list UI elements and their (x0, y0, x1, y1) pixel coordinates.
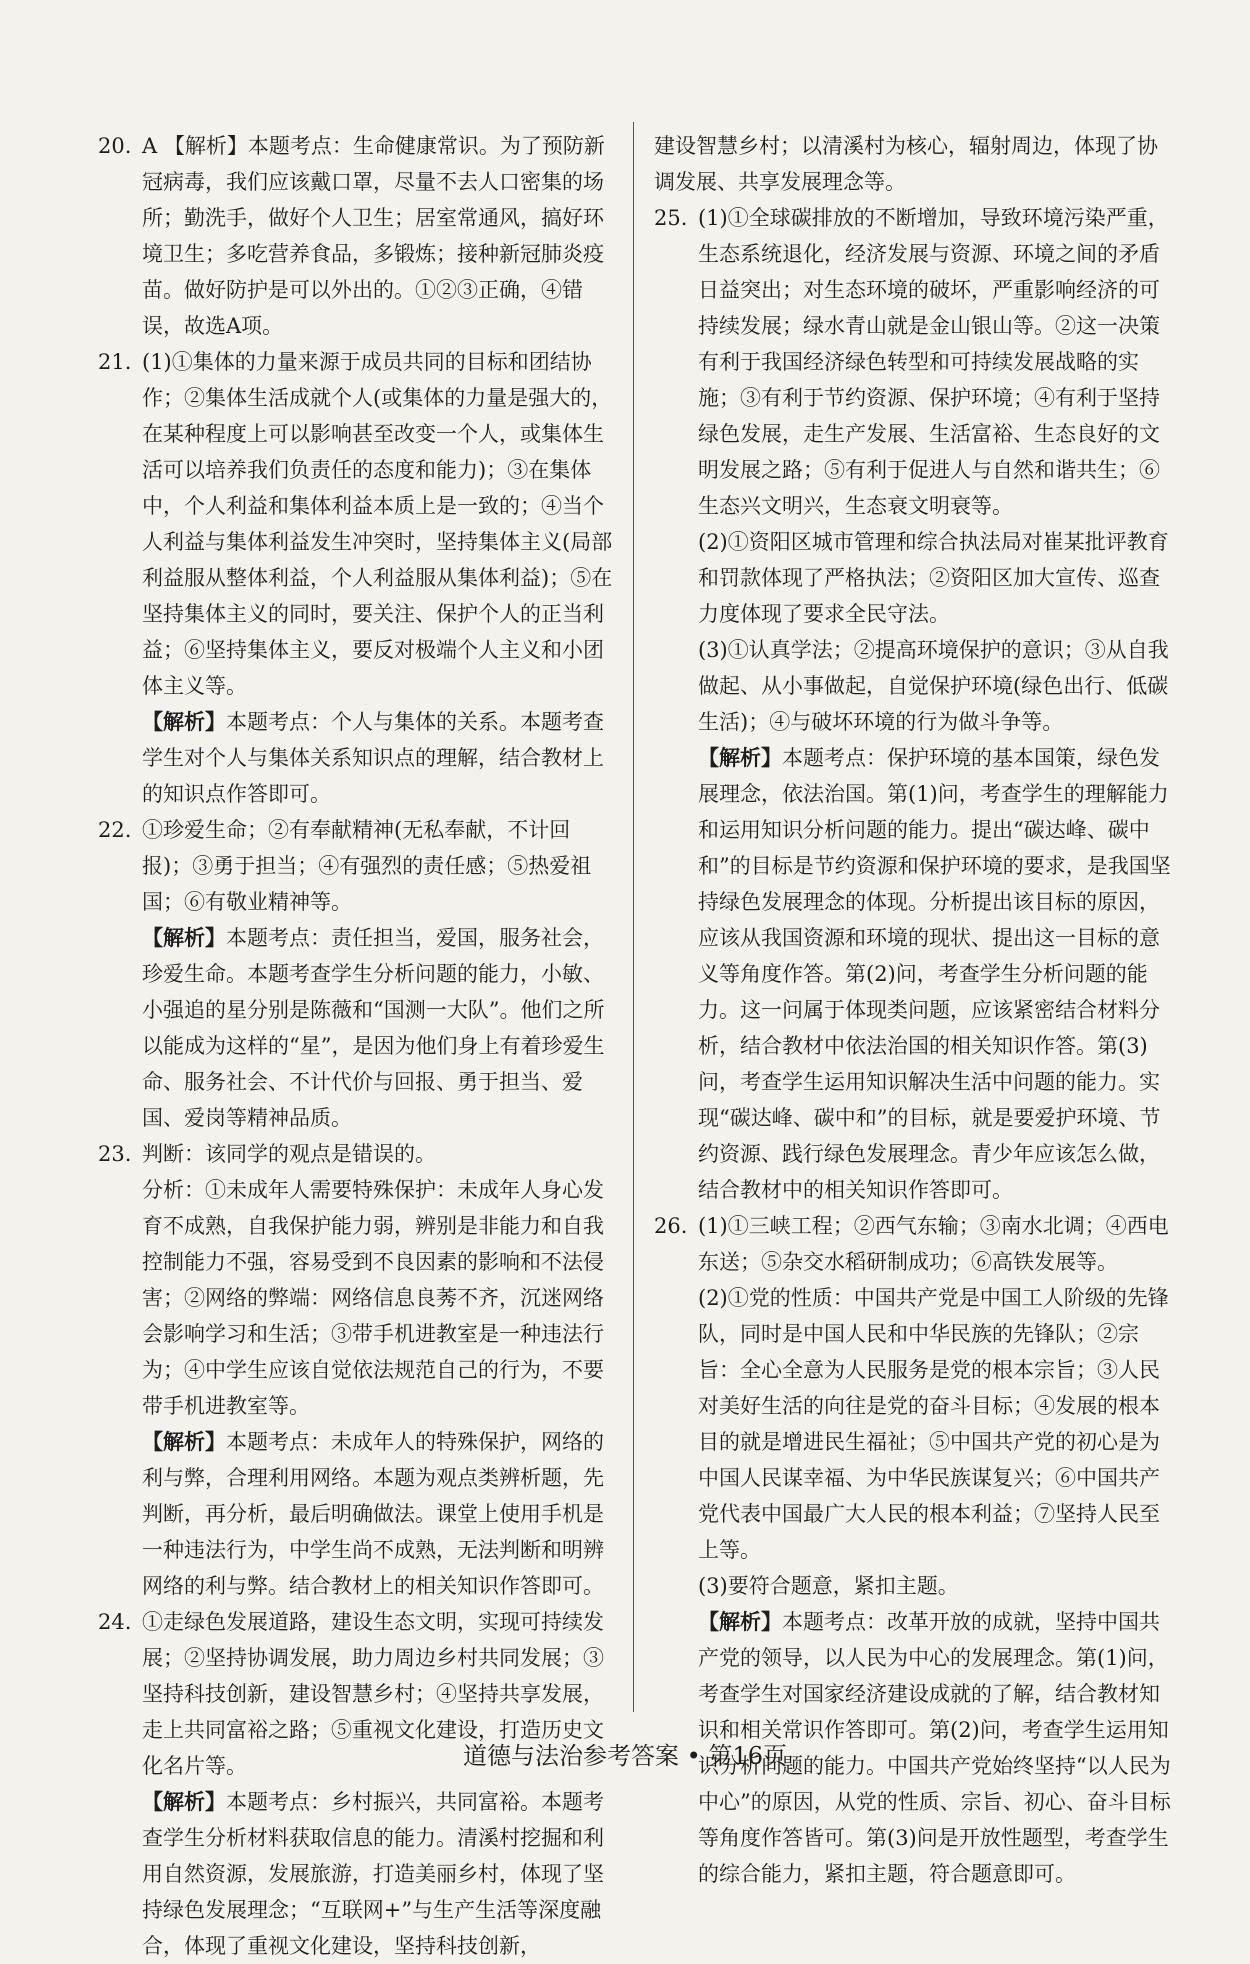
paragraph-text: 本题考点：保护环境的基本国策，绿色发展理念，依法治国。第(1)问，考查学生的理解能力和运用知识分析问题的能力。提出“碳达峰、碳中和”的目标是节约资源和保护环境的要求，是我国坚持绿色发展理念的体现。分析提出该目标的原因，应该从我国资源和环境的现状、提出这一目标的意义等角度作答。第(2)问，考查学生分析问题的能力。这一问属于体现类问题，应该紧密结合材料分析，结合教材中依法治国的相关知识作答。第(3)问，考查学生运用知识解决生活中问题的能力。实现“碳达峰、碳中和”的目标，就是要爱护环境、节约资源、践行绿色发展理念。青少年应该怎么做，结合教材中的相关知识作答即可。 (698, 746, 1171, 1202)
left-column (98, 128, 616, 1964)
analysis-label: 【解析】 (698, 745, 782, 770)
analysis-paragraph (142, 920, 616, 1136)
answer-item (98, 128, 616, 344)
answer-body (698, 1208, 1172, 1892)
answer-paragraph (142, 344, 616, 704)
paragraph-text: 本题考点：乡村振兴，共同富裕。本题考查学生分析材料获取信息的能力。清溪村挖掘和利用自然资源，发展旅游，打造美丽乡村，体现了坚持绿色发展理念；“互联网+”与生产生活等深度融合，体现了重视文化建设，坚持科技创新， (142, 1790, 604, 1958)
paragraph-text: ①珍爱生命；②有奉献精神(无私奉献，不计回报)；③勇于担当；④有强烈的责任感；⑤热爱祖国；⑥有敬业精神等。 (142, 818, 592, 914)
analysis-paragraph (698, 740, 1172, 1208)
paragraph-text: (3)要符合题意，紧扣主题。 (698, 1574, 959, 1598)
answer-item (654, 1208, 1172, 1892)
answer-body (142, 1604, 616, 1964)
paragraph-text: 分析：①未成年人需要特殊保护：未成年人身心发育不成熟，自我保护能力弱，辨别是非能力和自我控制能力不强，容易受到不良因素的影响和不法侵害；②网络的弊端：网络信息良莠不齐，沉迷网络会影响学习和生活；③带手机进教室是一种违法行为；④中学生应该自觉依法规范自己的行为，不要带手机进教室等。 (142, 1178, 604, 1418)
page-footer: 道德与法治参考答案 • 第16页 (463, 1742, 787, 1770)
analysis-paragraph (142, 704, 616, 812)
analysis-paragraph (142, 1784, 616, 1964)
answer-item (98, 344, 616, 812)
analysis-label: 【解析】 (142, 925, 226, 950)
paragraph-text: 判断：该同学的观点是错误的。 (142, 1142, 436, 1166)
answer-paragraph (142, 128, 616, 344)
question-number: 20. (98, 134, 132, 158)
answer-body (698, 200, 1172, 1208)
column-divider (633, 122, 634, 1712)
paragraph-text: 本题考点：改革开放的成就，坚持中国共产党的领导，以人民为中心的发展理念。第(1)问，考查学生对国家经济建设成就的了解，结合教材知识和相关常识作答即可。第(2)问，考查学生运用知识分析问题的能力。中国共产党始终坚持“以人民为中心”的原因，从党的性质、宗旨、初心、奋斗目标等角度作答皆可。第(3)问是开放性题型，考查学生的综合能力，紧扣主题，符合题意即可。 (698, 1610, 1171, 1886)
answer-body (142, 812, 616, 1136)
answer-body (142, 344, 616, 812)
question-number: 24. (98, 1610, 132, 1634)
paragraph-text: (1)①三峡工程；②西气东输；③南水北调；④西电东送；⑤杂交水稻研制成功；⑥高铁发展等。 (698, 1214, 1169, 1274)
question-number: 21. (98, 350, 132, 374)
paragraph-text: 建设智慧乡村；以清溪村为核心，辐射周边，体现了协调发展、共享发展理念等。 (654, 134, 1158, 194)
question-number: 23. (98, 1142, 132, 1166)
question-number: 22. (98, 818, 132, 842)
answer-body (142, 1136, 616, 1604)
analysis-label: 【解析】 (142, 1789, 226, 1814)
answer-paragraph (654, 128, 1172, 200)
answer-paragraph (698, 1280, 1172, 1568)
answer-paragraph (698, 632, 1172, 740)
analysis-label: 【解析】 (698, 1609, 782, 1634)
answer-item (654, 128, 1172, 200)
answer-paragraph (142, 1172, 616, 1424)
answer-body (142, 128, 616, 344)
paragraph-text: 本题考点：责任担当，爱国，服务社会，珍爱生命。本题考查学生分析问题的能力，小敏、小强追的星分别是陈薇和“国测一大队”。他们之所以能成为这样的“星”，是因为他们身上有着珍爱生命、服务社会、不计代价与回报、勇于担当、爱国、爱岗等精神品质。 (142, 926, 605, 1130)
answer-paragraph (698, 1208, 1172, 1280)
answer-item (98, 1136, 616, 1604)
answer-item (98, 1604, 616, 1964)
paragraph-text: (2)①党的性质：中国共产党是中国工人阶级的先锋队，同时是中国人民和中华民族的先锋队；②宗旨：全心全意为人民服务是党的根本宗旨；③人民对美好生活的向往是党的奋斗目标；④发展的根本目的就是增进民生福祉；⑤中国共产党的初心是为中国人民谋幸福、为中华民族谋复兴；⑥中国共产党代表中国最广大人民的根本利益；⑦坚持人民至上等。 (698, 1286, 1169, 1562)
paragraph-text: 本题考点：未成年人的特殊保护，网络的利与弊，合理利用网络。本题为观点类辨析题，先判断，再分析，最后明确做法。课堂上使用手机是一种违法行为，中学生尚不成熟，无法判断和明辨网络的利与弊。结合教材上的相关知识作答即可。 (142, 1430, 604, 1598)
answer-paragraph (698, 1568, 1172, 1604)
paragraph-text: (3)①认真学法；②提高环境保护的意识；③从自我做起、从小事做起，自觉保护环境(绿色出行、低碳生活)；④与破坏环境的行为做斗争等。 (698, 638, 1169, 734)
answer-item (98, 812, 616, 1136)
paragraph-text: (1)①集体的力量来源于成员共同的目标和团结协作；②集体生活成就个人(或集体的力量是强大的，在某种程度上可以影响甚至改变一个人，或集体生活可以培养我们负责任的态度和能力)；③在集体中，个人利益和集体利益本质上是一致的；④当个人利益与集体利益发生冲突时，坚持集体主义(局部利益服从整体利益，个人利益服从集体利益)；⑤在坚持集体主义的同时，要关注、保护个人的正当利益；⑥坚持集体主义，要反对极端个人主义和小团体主义等。 (142, 350, 613, 698)
answer-paragraph (698, 524, 1172, 632)
right-column (654, 128, 1172, 1892)
analysis-label: 【解析】 (142, 709, 226, 734)
paragraph-text: (1)①全球碳排放的不断增加，导致环境污染严重，生态系统退化，经济发展与资源、环境之间的矛盾日益突出；对生态环境的破坏，严重影响经济的可持续发展；绿水青山就是金山银山等。②这一决策有利于我国经济绿色转型和可持续发展战略的实施；③有利于节约资源、保护环境；④有利于坚持绿色发展，走生产发展、生活富裕、生态良好的文明发展之路；⑤有利于促进人与自然和谐共生；⑥生态兴文明兴，生态衰文明衰等。 (698, 206, 1169, 518)
answer-paragraph (142, 812, 616, 920)
paragraph-text: 本题考点：个人与集体的关系。本题考查学生对个人与集体关系知识点的理解，结合教材上的知识点作答即可。 (142, 710, 604, 806)
answer-paragraph (698, 200, 1172, 524)
question-number: 25. (654, 206, 688, 230)
answer-body (654, 128, 1172, 200)
analysis-paragraph (142, 1424, 616, 1604)
question-number: 26. (654, 1214, 688, 1238)
analysis-label: 【解析】 (142, 1429, 226, 1454)
paragraph-text: ①走绿色发展道路，建设生态文明，实现可持续发展；②坚持协调发展，助力周边乡村共同发展；③坚持科技创新，建设智慧乡村；④坚持共享发展，走上共同富裕之路；⑤重视文化建设，打造历史文化名片等。 (142, 1610, 604, 1778)
answer-item (654, 200, 1172, 1208)
paragraph-text: (2)①资阳区城市管理和综合执法局对崔某批评教育和罚款体现了严格执法；②资阳区加大宣传、巡查力度体现了要求全民守法。 (698, 530, 1169, 626)
answer-paragraph (142, 1136, 616, 1172)
paragraph-text: A 【解析】本题考点：生命健康常识。为了预防新冠病毒，我们应该戴口罩，尽量不去人口密集的场所；勤洗手，做好个人卫生；居室常通风，搞好环境卫生；多吃营养食品，多锻炼；接种新冠肺炎疫苗。做好防护是可以外出的。①②③正确，④错误，故选A项。 (142, 134, 605, 338)
